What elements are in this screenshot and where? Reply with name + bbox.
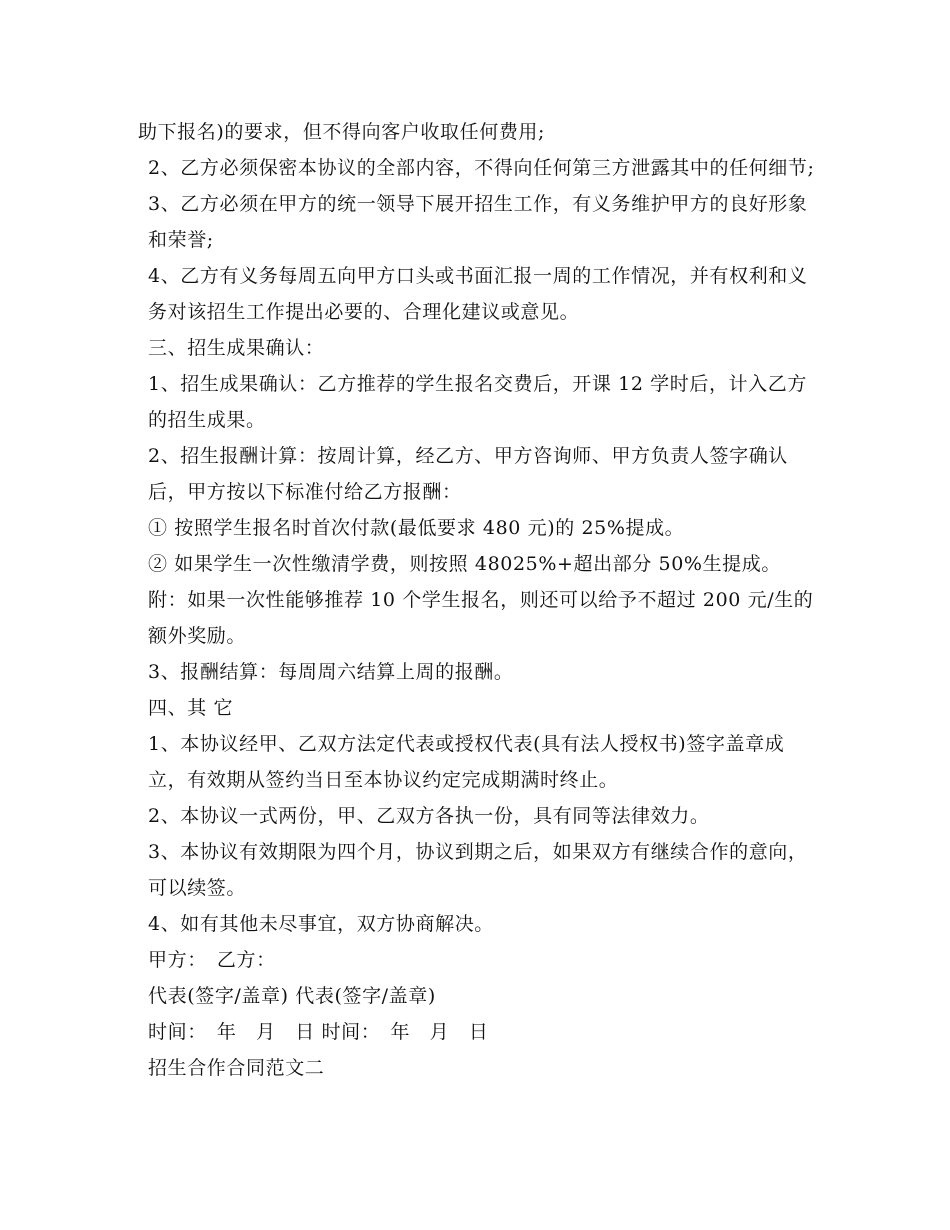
clause-4-reporting: 4、乙方有义务每周五向甲方口头或书面汇报一周的工作情况，并有权利和义务对该招生工作提出必要的、合理化建议或意见。: [148, 265, 808, 323]
clause-settlement: 3、报酬结算：每周周六结算上周的报酬。: [148, 661, 514, 683]
section-heading-3: 三、招生成果确认：: [148, 337, 325, 359]
document-body: [138, 114, 818, 1086]
item-2-full-payment: ② 如果学生一次性缴清学费，则按照 48025%+超出部分 50%生提成。: [148, 553, 781, 575]
clause-2-confidentiality: 2、乙方必须保密本协议的全部内容，不得向任何第三方泄露其中的任何细节;: [148, 157, 815, 179]
clause-compensation-calculation: 2、招生报酬计算：按周计算，经乙方、甲方咨询师、甲方负责人签字确认后，甲方按以下标准付给乙方报酬：: [148, 445, 788, 503]
paragraph-continuation: 助下报名)的要求，但不得向客户收取任何费用;: [138, 121, 546, 143]
signature-representatives: 代表(签字/盖章) 代表(签字/盖章): [148, 985, 436, 1007]
section-heading-4: 四、其 它: [148, 697, 234, 719]
clause-3-leadership: 3、乙方必须在甲方的统一领导下展开招生工作，有义务维护甲方的良好形象和荣誉;: [148, 193, 808, 251]
clause-effective: 1、本协议经甲、乙双方法定代表或授权代表(具有法人授权书)签字盖章成立，有效期从签约当日至本协议约定完成期满时终止。: [148, 733, 785, 791]
signature-parties: 甲方： 乙方：: [148, 949, 276, 971]
appendix-bonus: 附：如果一次性能够推荐 10 个学生报名，则还可以给予不超过 200 元/生的额外奖励。: [148, 589, 814, 647]
clause-other-matters: 4、如有其他未尽事宜，双方协商解决。: [148, 913, 494, 935]
item-1-first-payment: ① 按照学生报名时首次付款(最低要求 480 元)的 25%提成。: [148, 517, 685, 539]
clause-term: 3、本协议有效期限为四个月，协议到期之后，如果双方有继续合作的意向，可以续签。: [148, 841, 808, 899]
clause-results-confirmation: 1、招生成果确认：乙方推荐的学生报名交费后，开课 12 学时后，计入乙方的招生成果。: [148, 373, 807, 431]
next-document-title: 招生合作合同范文二: [148, 1057, 325, 1079]
clause-copies: 2、本协议一式两份，甲、乙双方各执一份，具有同等法律效力。: [148, 805, 710, 827]
signature-dates: 时间： 年 月 日 时间： 年 月 日: [148, 1021, 489, 1043]
